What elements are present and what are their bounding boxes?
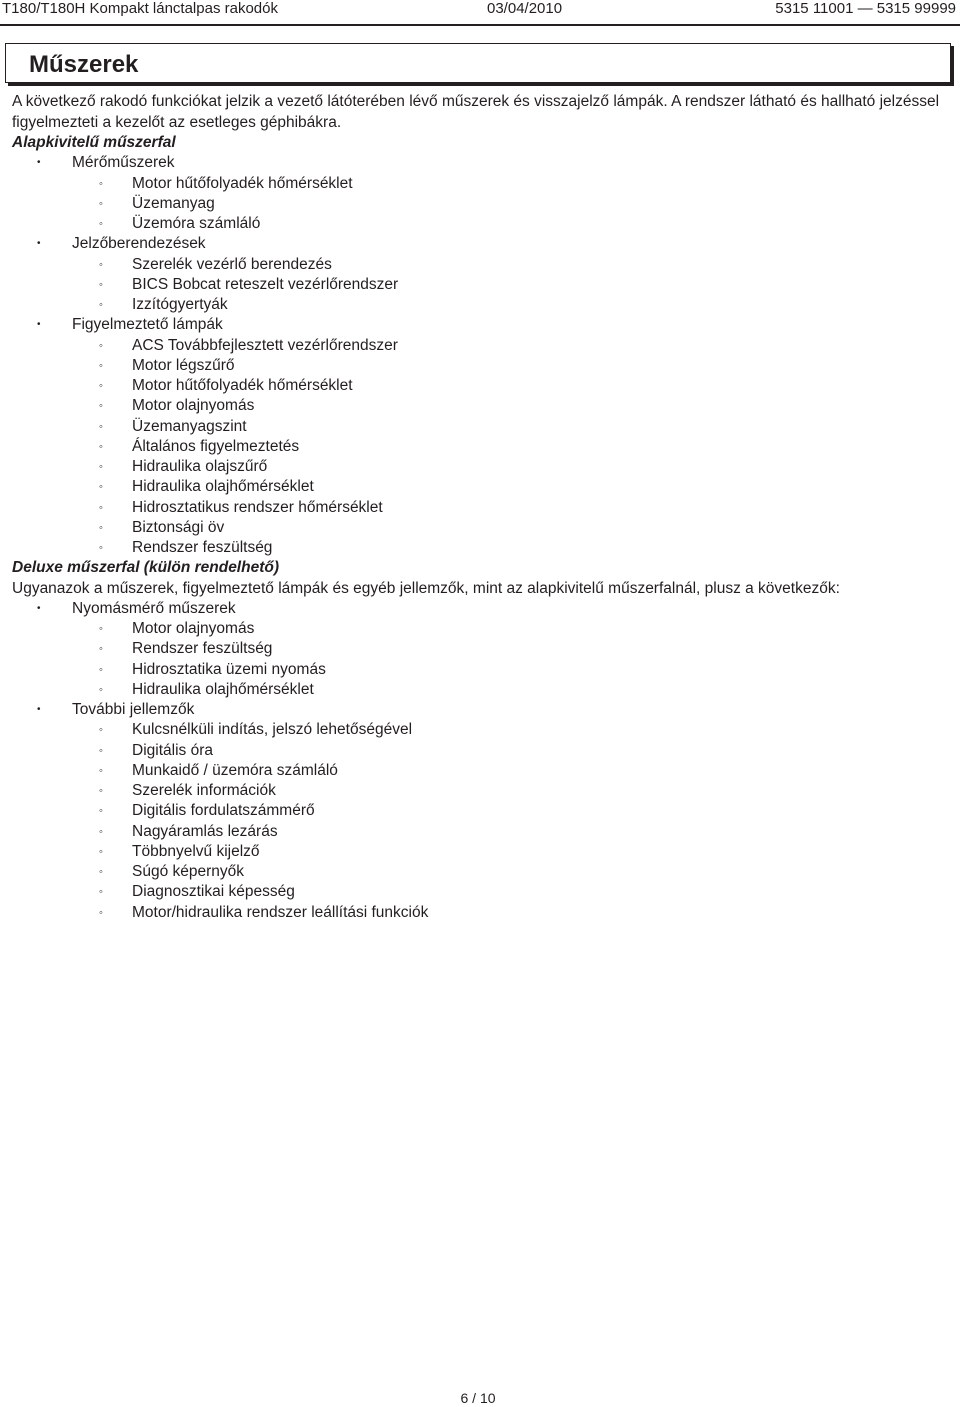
list-item-text: Digitális fordulatszámmérő <box>132 802 315 820</box>
bullet-icon: ◦ <box>99 258 103 271</box>
list-item-text: Súgó képernyők <box>132 863 245 880</box>
deluxe-intro <box>0 579 960 599</box>
bullet-icon: ◦ <box>99 643 103 656</box>
list-item-text: Üzemanyagszint <box>132 417 247 435</box>
list-item <box>0 619 960 639</box>
bullet-icon: ◦ <box>99 481 103 494</box>
document-title: T180/T180H Kompakt lánctalpas rakodók <box>2 0 278 17</box>
list-item-text: Hidraulika olajszűrő <box>132 458 268 475</box>
list-item-text: Szerelék vezérlő berendezés <box>132 255 332 273</box>
group-heading-text: Nyomásmérő műszerek <box>72 599 236 617</box>
list-item <box>0 356 960 376</box>
bullet-icon: ◦ <box>99 521 103 534</box>
section-title-standard <box>0 133 960 153</box>
list-item <box>0 903 960 923</box>
bullet-icon: ◦ <box>99 785 103 797</box>
bullet-icon: ◦ <box>99 906 103 919</box>
list-item-text: Biztonsági öv <box>132 518 225 536</box>
group-heading <box>0 234 960 254</box>
page-title: Műszerek <box>29 51 139 78</box>
section-title-deluxe <box>0 558 960 578</box>
deluxe-intro-text: Ugyanazok a műszerek, figyelmeztető lámpák és egyéb jellemzők, mint az alapkivitelű műszerfalnál, plusz a következők: <box>12 579 840 597</box>
group-heading <box>0 599 960 619</box>
list-item-text: Hidrosztatika üzemi nyomás <box>132 660 326 678</box>
list-item <box>0 660 960 680</box>
list-item <box>0 437 960 457</box>
bullet-icon: ◦ <box>99 845 103 858</box>
bullet-icon: • <box>37 238 41 250</box>
list-item <box>0 801 960 821</box>
group-heading <box>0 700 960 720</box>
list-item-text: Motor olajnyomás <box>132 620 255 637</box>
list-item-text: Kulcsnélküli indítás, jelszó lehetőségével <box>132 721 413 739</box>
list-item-text: Többnyelvű kijelző <box>132 842 260 860</box>
group-heading-text: Mérőműszerek <box>72 154 175 172</box>
bullet-icon: ◦ <box>99 400 103 413</box>
list-item <box>0 396 960 416</box>
list-item-text: BICS Bobcat reteszelt vezérlőrendszer <box>132 275 399 293</box>
group-heading-text: További jellemzők <box>72 701 195 718</box>
list-item <box>0 862 960 882</box>
list-item-text: Diagnosztikai képesség <box>132 883 295 901</box>
list-item <box>0 761 960 781</box>
group-heading <box>0 315 960 335</box>
list-item <box>0 639 960 659</box>
instrument-list <box>0 133 960 923</box>
bullet-icon: ◦ <box>99 461 103 473</box>
list-item <box>0 194 960 214</box>
bullet-icon: • <box>37 602 41 614</box>
bullet-icon: • <box>37 704 41 715</box>
page-number: 6 / 10 <box>460 1390 496 1406</box>
bullet-icon: ◦ <box>99 177 103 190</box>
list-item-text: Szerelék információk <box>132 782 276 799</box>
list-item-text: Rendszer feszültség <box>132 539 273 556</box>
list-item-text: Motor hűtőfolyadék hőmérséklet <box>132 377 353 394</box>
list-item-text: Munkaidő / üzemóra számláló <box>132 761 338 779</box>
page-footer <box>0 1389 960 1407</box>
bullet-icon: ◦ <box>99 764 103 777</box>
list-item <box>0 882 960 902</box>
section-title-deluxe-text: Deluxe műszerfal (külön rendelhető) <box>12 559 279 577</box>
list-item <box>0 498 960 518</box>
list-item-text: Általános figyelmeztetés <box>132 437 300 455</box>
list-item <box>0 518 960 538</box>
bullet-icon: ◦ <box>99 420 103 433</box>
list-item-text: Motor légszűrő <box>132 356 235 374</box>
list-item <box>0 275 960 295</box>
intro-paragraph: A következő rakodó funkciókat jelzik a vezető látóterében lévő műszerek és visszajelző lámpák. A rendszer látható és hallható jelzéssel figyelmezteti a kezelőt az esetleges géphibákra. <box>12 93 940 131</box>
list-item-text: Nagyáramlás lezárás <box>132 822 278 840</box>
list-item-text: Digitális óra <box>132 741 213 759</box>
list-item <box>0 295 960 315</box>
bullet-icon: ◦ <box>99 805 103 818</box>
list-item <box>0 781 960 801</box>
bullet-icon: ◦ <box>99 501 103 514</box>
bullet-icon: ◦ <box>99 299 103 311</box>
list-item <box>0 376 960 396</box>
list-item <box>0 477 960 497</box>
list-item <box>0 214 960 234</box>
list-item-text: Üzemanyag <box>132 194 215 212</box>
list-item-text: Hidraulika olajhőmérséklet <box>132 478 314 496</box>
header-divider <box>0 24 960 26</box>
bullet-icon: • <box>37 157 41 169</box>
group-heading-text: Figyelmeztető lámpák <box>72 316 223 334</box>
group-heading <box>0 153 960 173</box>
bullet-icon: ◦ <box>99 623 103 635</box>
list-item <box>0 741 960 761</box>
bullet-icon: ◦ <box>99 197 103 210</box>
bullet-icon: ◦ <box>99 724 103 737</box>
list-item <box>0 336 960 356</box>
list-item-text: Rendszer feszültség <box>132 640 273 658</box>
document-date: 03/04/2010 <box>487 0 563 17</box>
list-item <box>0 538 960 558</box>
bullet-icon: ◦ <box>99 278 103 291</box>
list-item <box>0 720 960 740</box>
group-heading-text: Jelzőberendezések <box>72 235 206 253</box>
bullet-icon: ◦ <box>99 380 103 392</box>
page-title-box <box>5 43 951 83</box>
list-item-text: Hidraulika olajhőmérséklet <box>132 680 314 698</box>
bullet-icon: ◦ <box>99 663 103 676</box>
bullet-icon: • <box>37 319 41 331</box>
bullet-icon: ◦ <box>99 542 103 554</box>
bullet-icon: ◦ <box>99 359 103 372</box>
list-item-text: ACS Továbbfejlesztett vezérlőrendszer <box>132 336 398 354</box>
bullet-icon: ◦ <box>99 825 103 838</box>
list-item-text: Üzemóra számláló <box>132 215 261 232</box>
list-item-text: Motor/hidraulika rendszer leállítási funkciók <box>132 903 429 921</box>
list-item-text: Motor hűtőfolyadék hőmérséklet <box>132 174 353 192</box>
list-item-text: Izzítógyertyák <box>132 296 228 313</box>
page-header <box>0 0 960 20</box>
list-item <box>0 822 960 842</box>
serial-range: 5315 11001 — 5315 99999 <box>775 0 956 17</box>
list-item <box>0 174 960 194</box>
list-item <box>0 680 960 700</box>
bullet-icon: ◦ <box>99 866 103 878</box>
bullet-icon: ◦ <box>99 339 103 352</box>
list-item <box>0 457 960 477</box>
bullet-icon: ◦ <box>99 440 103 453</box>
bullet-icon: ◦ <box>99 744 103 757</box>
list-item <box>0 255 960 275</box>
bullet-icon: ◦ <box>99 218 103 230</box>
bullet-icon: ◦ <box>99 886 103 899</box>
list-item <box>0 417 960 437</box>
list-item-text: Hidrosztatikus rendszer hőmérséklet <box>132 498 383 516</box>
bullet-icon: ◦ <box>99 683 103 696</box>
list-item-text: Motor olajnyomás <box>132 397 255 415</box>
section-title-standard-text: Alapkivitelű műszerfal <box>12 134 176 151</box>
list-item <box>0 842 960 862</box>
